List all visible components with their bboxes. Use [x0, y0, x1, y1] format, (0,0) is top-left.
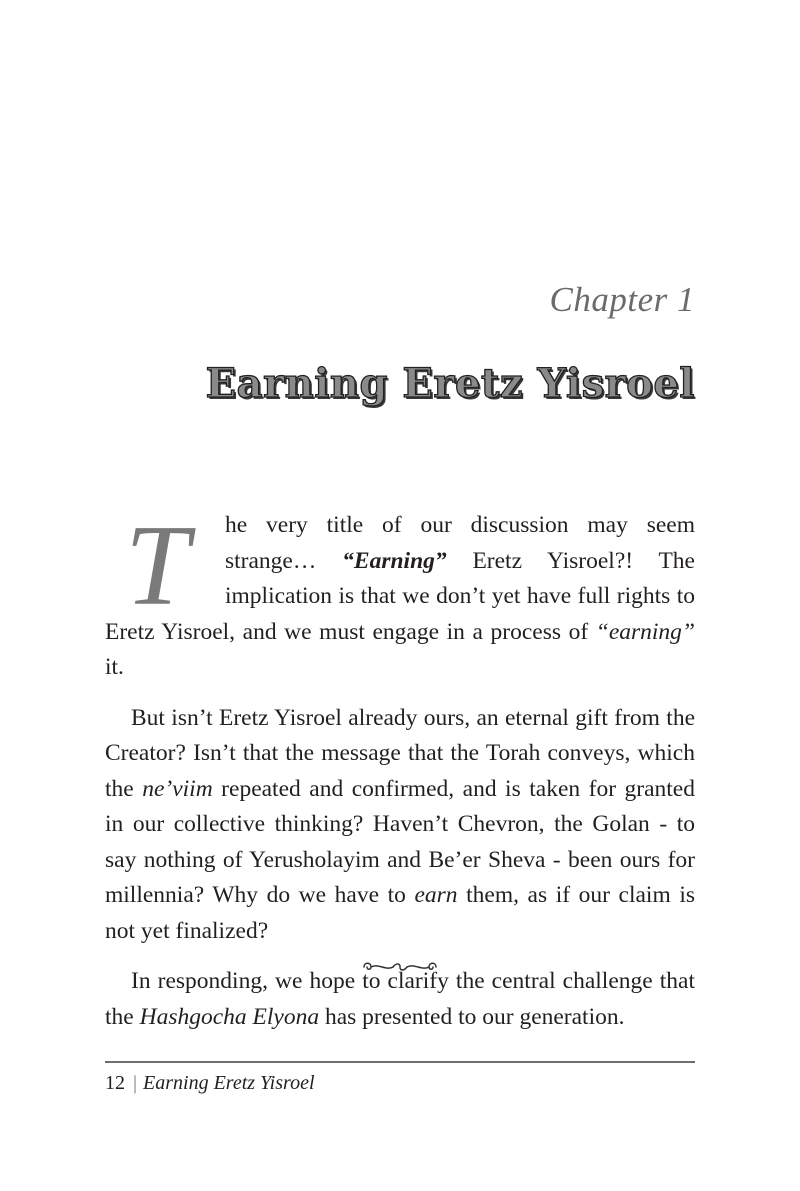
- paragraph-2: [105, 701, 695, 950]
- paragraph-1-text-b: Eretz Yisroel?! The implication is that we don’t yet have full rights to Eretz Yisroel, and we must engage in a process of: [105, 547, 695, 645]
- paragraph-1: [105, 502, 695, 686]
- paragraph-3-text-b: has presented to our generation.: [319, 1003, 625, 1030]
- drop-cap: T: [125, 502, 189, 629]
- paragraph-1-text-c: it.: [105, 654, 124, 680]
- paragraph-2-text-c: them, as if our claim is not yet finalized?: [105, 882, 695, 944]
- running-title: Earning Eretz Yisroel: [143, 1072, 315, 1094]
- page-number: 12: [105, 1072, 125, 1094]
- page-footer: [105, 1072, 315, 1095]
- emphasis-earning-2: “earning”: [595, 618, 695, 645]
- chapter-label: Chapter 1: [549, 280, 695, 319]
- paragraph-2-text-b: repeated and confirmed, and is taken for granted in our collective thinking? Haven’t Chevron, the Golan - to say nothing of Yerusholayim and Be’er Sheva - been ours for millennia? Why do we have to: [105, 775, 695, 908]
- paragraph-3-text-a: In responding, we hope to clarify the central challenge that the: [105, 968, 695, 1030]
- paragraph-1-text-a: he very title of our discussion may seem strange…: [225, 512, 695, 574]
- paragraph-2-text-a: But isn’t Eretz Yisroel already ours, an eternal gift from the Creator? Isn’t that the message that the Torah conveys, which the: [105, 704, 695, 802]
- italic-earn: earn: [414, 882, 458, 908]
- italic-neviim: ne’viim: [142, 775, 213, 802]
- chapter-title: Earning Eretz Yisroel: [205, 360, 695, 407]
- body-text: [105, 502, 695, 1035]
- footer-rule: [105, 1061, 695, 1063]
- emphasis-earning: “Earning”: [342, 547, 447, 574]
- italic-hashgocha-elyona: Hashgocha Elyona: [139, 1003, 320, 1030]
- scroll-ornament-icon: [360, 957, 440, 977]
- footer-separator: |: [133, 1072, 138, 1094]
